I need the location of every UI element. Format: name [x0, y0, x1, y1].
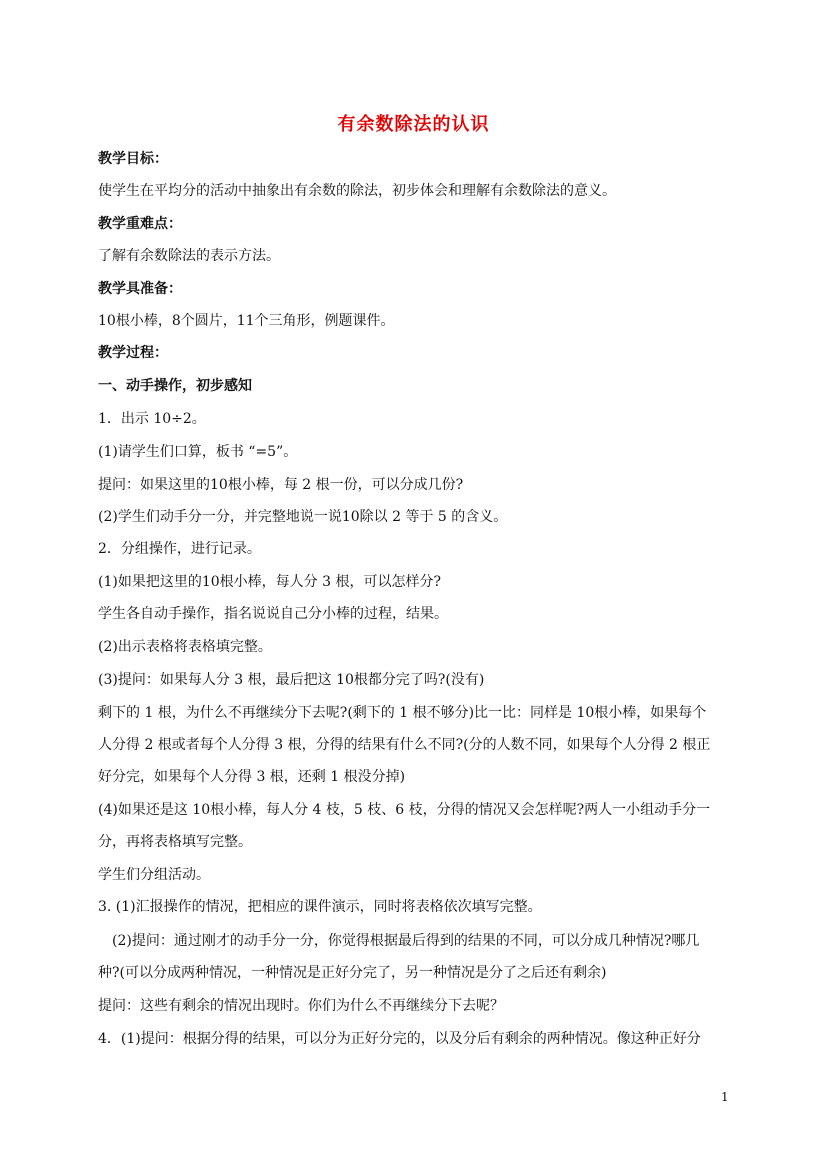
- paragraph-line: 2．分组操作，进行记录。: [98, 541, 261, 557]
- paragraph-line: 4．(1)提问：根据分得的结果，可以分为正好分完的，以及分后有剩余的两种情况。像这种正好分: [98, 1031, 701, 1047]
- paragraph-line: (3)提问：如果每人分 3 根，最后把这 10根都分完了吗?(没有): [98, 672, 485, 688]
- paragraph-line: 学生各自动手操作，指名说说自己分小棒的过程，结果。: [98, 606, 448, 622]
- paragraph-line: 人分得 2 根或者每个人分得 3 根，分得的结果有什么不同?(分的人数不同，如果每个人分得 2 根正: [98, 737, 711, 753]
- paragraph-line: 10根小棒，8个圆片，11个三角形，例题课件。: [98, 313, 395, 329]
- paragraph-line: 学生们分组活动。: [98, 867, 210, 883]
- paragraph-line: 分，再将表格填写完整。: [98, 834, 252, 850]
- section-heading: 教学具准备：: [98, 281, 182, 297]
- paragraph-line: 剩下的 1 根，为什么不再继续分下去呢?(剩下的 1 根不够分)比一比：同样是 10根小棒，如果每个: [98, 705, 707, 721]
- paragraph-line: (4)如果还是这 10根小棒，每人分 4 枝，5 枝、6 枝，分得的情况又会怎样呢?两人一小组动手分一: [98, 802, 711, 818]
- paragraph-line: 使学生在平均分的活动中抽象出有余数的除法，初步体会和理解有余数除法的意义。: [98, 183, 616, 199]
- page-number: 1: [721, 1090, 729, 1104]
- section-heading: 一、动手操作，初步感知: [98, 378, 252, 394]
- paragraph-line: (1)如果把这里的10根小棒，每人分 3 根，可以怎样分?: [98, 574, 441, 590]
- paragraph-line: 3. (1)汇报操作的情况，把相应的课件演示，同时将表格依次填写完整。: [98, 899, 542, 915]
- paragraph-line: (1)请学生们口算，板书 “=5”。: [98, 444, 298, 460]
- paragraph-line: 1．出示 10÷2。: [98, 411, 206, 427]
- section-heading: 教学重难点：: [98, 216, 182, 232]
- paragraph-line: (2)出示表格将表格填完整。: [98, 639, 272, 655]
- paragraph-line: 提问：这些有剩余的情况出现时。你们为什么不再继续分下去呢？: [98, 998, 504, 1014]
- paragraph-line: 提问：如果这里的10根小棒，每 2 根一份，可以分成几份?: [98, 477, 464, 493]
- paragraph-line: 好分完，如果每个人分得 3 根，还剩 1 根没分掉): [98, 769, 406, 785]
- page-title: 有余数除法的认识: [337, 114, 490, 135]
- paragraph-line: (2)学生们动手分一分，并完整地说一说10除以 2 等于 5 的含义。: [98, 509, 508, 525]
- paragraph-line: 种?(可以分成两种情况，一种情况是正好分完了，另一种情况是分了之后还有剩余): [98, 965, 607, 981]
- paragraph-line: (2)提问：通过刚才的动手分一分，你觉得根据最后得到的结果的不同，可以分成几种情况?哪几: [112, 933, 700, 949]
- section-heading: 教学过程：: [98, 345, 168, 361]
- section-heading: 教学目标：: [98, 151, 168, 167]
- paragraph-line: 了解有余数除法的表示方法。: [98, 248, 280, 264]
